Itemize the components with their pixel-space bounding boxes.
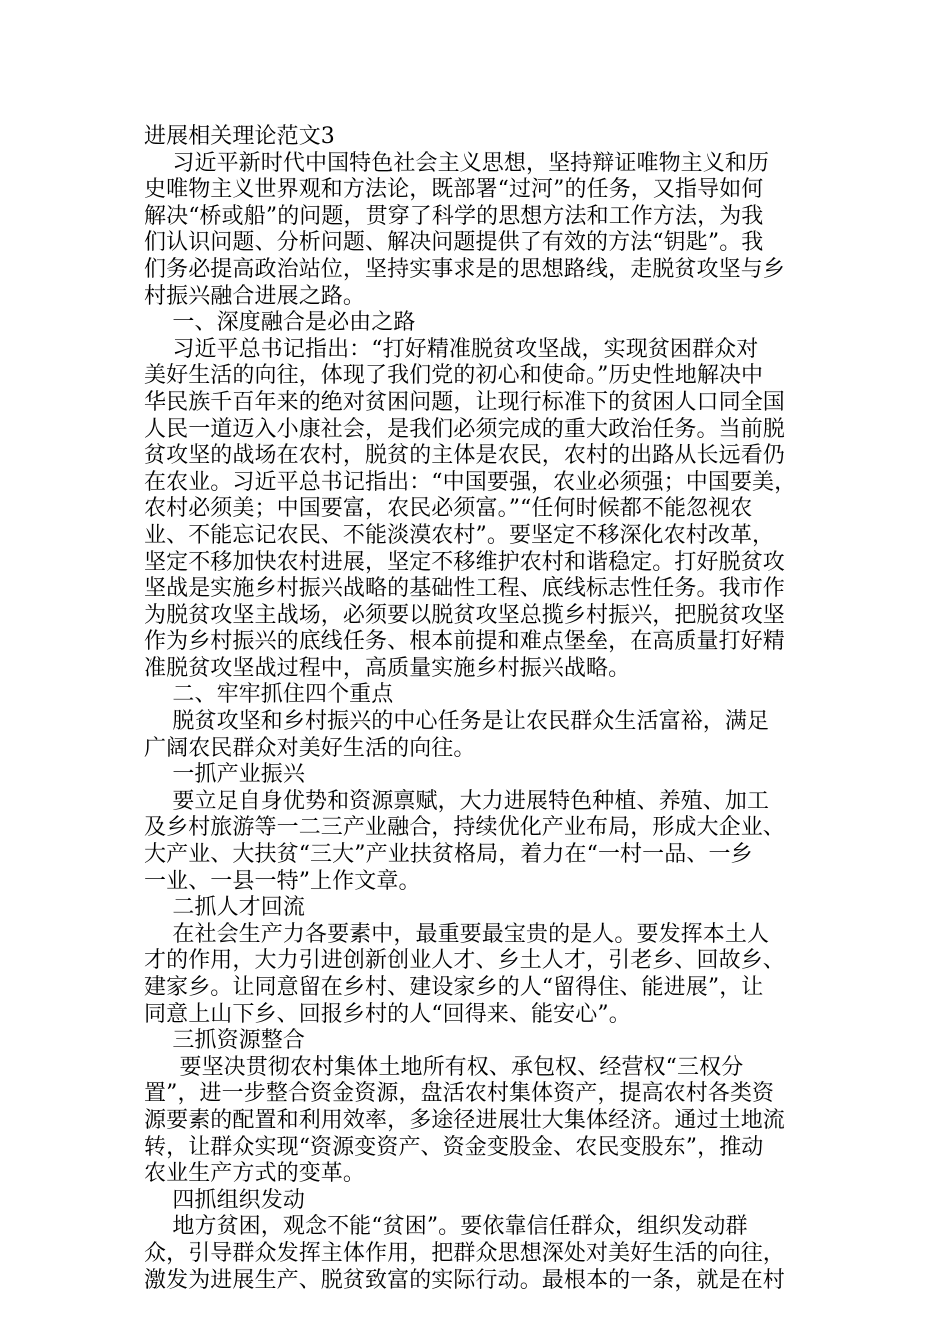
paragraph-line: 作为乡村振兴的底线任务、根本前提和难点堡垒，在高质量打好精: [144, 629, 785, 655]
paragraph-line: 农村必须美；中国要富，农民必须富。”“任何时候都不能忽视农: [144, 496, 753, 522]
paragraph-line: 解决“桥或船”的问题，贯穿了科学的思想方法和工作方法，为我: [144, 203, 764, 229]
paragraph-line: 为脱贫攻坚主战场，必须要以脱贫攻坚总揽乡村振兴，把脱贫攻坚: [144, 602, 785, 628]
section-heading: [144, 310, 810, 337]
paragraph-line: 地方贫困，观念不能“贫困”。要依靠信任群众，组织发动群: [144, 1214, 748, 1240]
paragraph-line: 激发为进展生产、脱贫致富的实际行动。最根本的一条，就是在村: [144, 1267, 785, 1293]
paragraph-line: 业、不能忘记农民、不能淡漠农村”。要坚定不移深化农村改革，: [144, 522, 775, 548]
section-heading: [144, 895, 810, 922]
paragraph-line: 习近平总书记指出：“打好精准脱贫攻坚战，实现贫困群众对: [144, 336, 759, 362]
paragraph-line: 众，引导群众发挥主体作用，把群众思想深处对美好生活的向往，: [144, 1240, 785, 1266]
paragraph-line: 建家乡。让同意留在乡村、建设家乡的人“留得住、能进展”，让: [144, 975, 764, 1000]
paragraph-line: 转，让群众实现“资源变资产、资金变股金、农民变股东”，推动: [144, 1134, 764, 1160]
paragraph-line: 在农业。习近平总书记指出：“中国要强，农业必须强；中国要美，: [144, 469, 797, 495]
paragraph-line: 及乡村旅游等一二三产业融合，持续优化产业布局，形成大企业、: [144, 815, 785, 841]
paragraph-line: 准脱贫攻坚战过程中，高质量实施乡村振兴战略。: [144, 655, 631, 681]
paragraph: [144, 337, 810, 683]
paragraph: [144, 1214, 810, 1294]
paragraph-line: 一业、一县一特”上作文章。: [144, 868, 421, 894]
paragraph-line: 农业生产方式的变革。: [144, 1161, 366, 1187]
paragraph: [144, 1055, 810, 1188]
paragraph-line: 贫攻坚的战场在农村，脱贫的主体是农民，农村的出路从长远看仍: [144, 443, 785, 469]
heading-text: 三抓资源整合: [144, 1028, 305, 1054]
paragraph-line: 脱贫攻坚和乡村振兴的中心任务是让农民群众生活富裕，满足: [144, 709, 770, 735]
paragraph-line: 村振兴融合进展之路。: [144, 283, 366, 309]
paragraph-line: 坚定不移加快农村进展，坚定不移维护农村和谐稳定。打好脱贫攻: [144, 549, 785, 575]
heading-text: 四抓组织发动: [144, 1187, 305, 1213]
paragraph: [144, 922, 810, 1028]
document-title: 进展相关理论范文3: [144, 124, 335, 149]
section-heading: [144, 1188, 810, 1215]
paragraph: [144, 709, 810, 762]
paragraph: [144, 789, 810, 895]
paragraph-line: 美好生活的向往，体现了我们党的初心和使命。”历史性地解决中: [144, 363, 764, 389]
paragraph-line: 源要素的配置和利用效率，多途径进展壮大集体经济。通过土地流: [144, 1107, 785, 1133]
paragraph-line: 要立足自身优势和资源禀赋，大力进展特色种植、养殖、加工: [144, 788, 770, 814]
paragraph-line: 人民一道迈入小康社会，是我们必须完成的重大政治任务。当前脱: [144, 416, 785, 442]
heading-text: 一抓产业振兴: [144, 762, 305, 788]
paragraph-line: 史唯物主义世界观和方法论，既部署“过河”的任务，又指导如何: [144, 177, 764, 203]
paragraph-line: 们务必提高政治站位，坚持实事求是的思想路线，走脱贫攻坚与乡: [144, 256, 785, 282]
paragraph-line: 要坚决贯彻农村集体土地所有权、承包权、经营权“三权分: [144, 1054, 744, 1080]
section-heading: [144, 762, 810, 789]
paragraph-line: 大产业、大扶贫“三大”产业扶贫格局，着力在“一村一品、一乡: [144, 842, 753, 868]
heading-text: 二抓人才回流: [144, 895, 305, 921]
paragraph: [144, 151, 810, 311]
paragraph-line: 们认识问题、分析问题、解决问题提供了有效的方法“钥匙”。我: [144, 230, 764, 256]
document-page: [144, 124, 810, 1294]
paragraph-line: 坚战是实施乡村振兴战略的基础性工程、底线标志性任务。我市作: [144, 576, 785, 602]
section-heading: [144, 682, 810, 709]
paragraph-line: 广阔农民群众对美好生活的向往。: [144, 735, 476, 761]
heading-text: 二、牢牢抓住四个重点: [144, 682, 394, 708]
document-body: [144, 151, 810, 1295]
paragraph-line: 习近平新时代中国特色社会主义思想，坚持辩证唯物主义和历: [144, 150, 770, 176]
heading-text: 一、深度融合是必由之路: [144, 310, 416, 336]
paragraph-line: 华民族千百年来的绝对贫困问题，让现行标准下的贫困人口同全国: [144, 389, 785, 415]
paragraph-line: 置”，进一步整合资金资源，盘活农村集体资产，提高农村各类资: [144, 1081, 775, 1107]
paragraph-line: 同意上山下乡、回报乡村的人“回得来、能安心”。: [144, 1001, 631, 1027]
section-heading: [144, 1028, 810, 1055]
paragraph-line: 才的作用，大力引进创新创业人才、乡土人才，引老乡、回故乡、: [144, 948, 785, 974]
paragraph-line: 在社会生产力各要素中，最重要最宝贵的是人。要发挥本土人: [144, 921, 770, 947]
